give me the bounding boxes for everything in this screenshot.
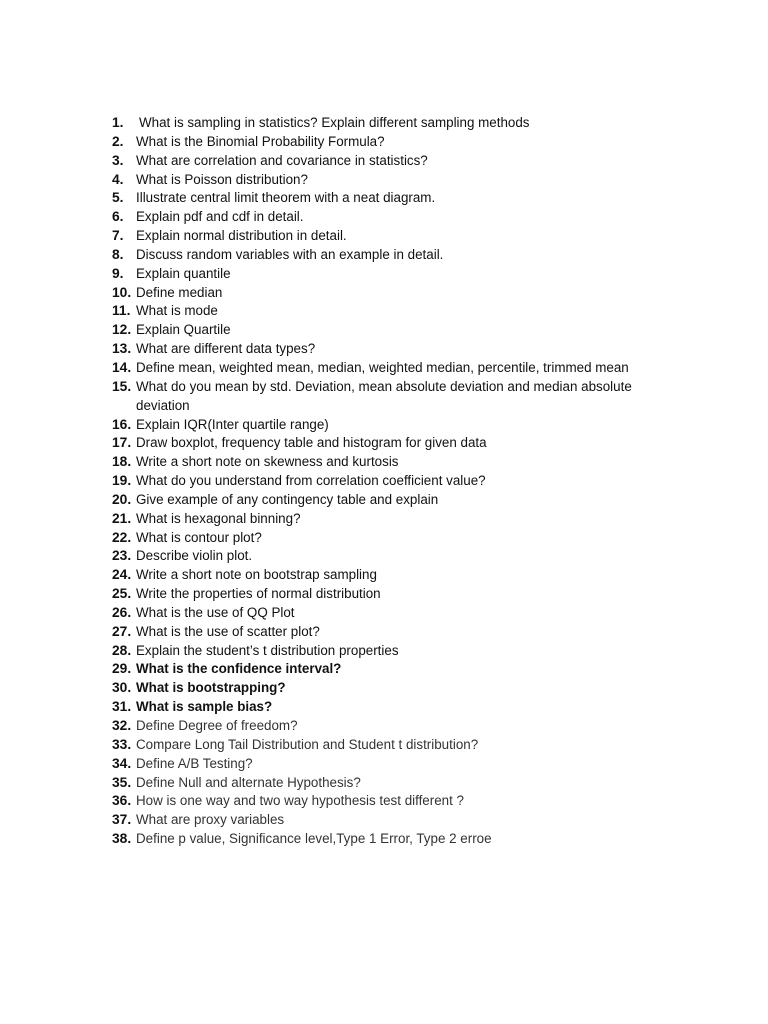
question-item-10 xyxy=(112,284,657,303)
question-number: 33. xyxy=(112,736,132,752)
question-text: Write a short note on skewness and kurtosis xyxy=(136,454,399,470)
question-text: What are different data types? xyxy=(136,341,316,357)
question-text: Explain pdf and cdf in detail. xyxy=(136,209,304,225)
question-text: What is sample bias? xyxy=(136,699,273,715)
question-item-16 xyxy=(112,416,657,435)
question-text: What is the use of QQ Plot xyxy=(136,604,295,620)
question-number: 26. xyxy=(112,604,132,620)
question-item-29 xyxy=(112,660,657,679)
question-number: 29. xyxy=(112,661,132,677)
question-item-14 xyxy=(112,359,657,378)
question-text: Draw boxplot, frequency table and histogram for given data xyxy=(136,435,487,451)
question-item-5 xyxy=(112,189,657,208)
question-item-11 xyxy=(112,302,657,321)
question-item-25 xyxy=(112,585,657,604)
question-number: 24. xyxy=(112,567,132,583)
question-item-22 xyxy=(112,529,657,548)
question-number: 15. xyxy=(112,378,132,394)
question-number: 14. xyxy=(112,359,132,375)
question-text: Explain the student’s t distribution properties xyxy=(136,642,399,658)
question-item-6 xyxy=(112,208,657,227)
question-number: 23. xyxy=(112,548,132,564)
question-item-34 xyxy=(112,755,657,774)
question-item-28 xyxy=(112,642,657,661)
question-text: What is Poisson distribution? xyxy=(136,171,308,187)
question-number: 11. xyxy=(112,303,131,319)
question-number: 30. xyxy=(112,680,132,696)
question-text: What is mode xyxy=(136,303,218,319)
question-number: 18. xyxy=(112,454,132,470)
question-item-7 xyxy=(112,227,657,246)
question-item-31 xyxy=(112,698,657,717)
question-text: What do you understand from correlation coefficient value? xyxy=(136,473,486,489)
question-text: Discuss random variables with an example in detail. xyxy=(136,246,444,262)
question-item-3 xyxy=(112,152,657,171)
question-number: 31. xyxy=(112,699,132,715)
question-item-27 xyxy=(112,623,657,642)
question-text: What do you mean by std. Deviation, mean absolute deviation and median absolute deviation xyxy=(136,378,632,413)
question-number: 1. xyxy=(112,115,124,130)
question-text: Explain Quartile xyxy=(136,322,231,338)
question-number: 21. xyxy=(112,510,132,526)
question-text: What is bootstrapping? xyxy=(136,680,286,696)
question-text: Explain normal distribution in detail. xyxy=(136,228,347,244)
question-text: Define mean, weighted mean, median, weighted median, percentile, trimmed mean xyxy=(136,359,629,375)
question-number: 17. xyxy=(112,435,132,451)
question-text: What is the Binomial Probability Formula? xyxy=(136,133,385,149)
question-item-19 xyxy=(112,472,657,491)
question-number: 35. xyxy=(112,774,132,790)
question-item-2 xyxy=(112,133,657,152)
question-text: What are proxy variables xyxy=(136,812,285,828)
question-list xyxy=(112,114,657,849)
question-item-37 xyxy=(112,811,657,830)
question-text: Give example of any contingency table and explain xyxy=(136,491,439,507)
question-number: 38. xyxy=(112,831,132,847)
question-text: Explain quantile xyxy=(136,265,231,281)
question-item-1 xyxy=(112,114,657,133)
question-text: What are correlation and covariance in statistics? xyxy=(136,152,428,168)
question-item-9 xyxy=(112,265,657,284)
question-item-8 xyxy=(112,246,657,265)
question-number: 37. xyxy=(112,812,132,828)
question-item-38 xyxy=(112,830,657,849)
question-item-4 xyxy=(112,171,657,190)
question-number: 32. xyxy=(112,718,132,733)
question-item-35 xyxy=(112,774,657,793)
question-item-23 xyxy=(112,547,657,566)
question-number: 25. xyxy=(112,586,132,602)
question-number: 12. xyxy=(112,322,132,338)
question-text: Describe violin plot. xyxy=(136,548,253,564)
question-item-18 xyxy=(112,453,657,472)
question-number: 22. xyxy=(112,529,132,545)
question-number: 13. xyxy=(112,341,132,357)
question-text: Define Null and alternate Hypothesis? xyxy=(136,774,361,790)
question-item-24 xyxy=(112,566,657,585)
question-item-21 xyxy=(112,510,657,529)
question-text: Define median xyxy=(136,284,223,300)
question-text: Define A/B Testing? xyxy=(136,755,253,771)
question-number: 20. xyxy=(112,491,132,507)
question-text: What is contour plot? xyxy=(136,529,262,545)
question-text: What is the use of scatter plot? xyxy=(136,623,320,639)
question-item-12 xyxy=(112,321,657,340)
question-text: Compare Long Tail Distribution and Student t distribution? xyxy=(136,736,479,752)
question-number: 34. xyxy=(112,755,132,771)
question-item-13 xyxy=(112,340,657,359)
question-number: 28. xyxy=(112,642,132,658)
question-text: What is sampling in statistics? Explain different sampling methods xyxy=(139,115,530,130)
question-number: 4. xyxy=(112,171,124,187)
question-number: 19. xyxy=(112,473,132,489)
question-text: What is hexagonal binning? xyxy=(136,510,301,526)
question-text: Define p value, Significance level,Type 1 Error, Type 2 erroe xyxy=(136,831,492,847)
question-number: 3. xyxy=(112,152,124,168)
question-number: 27. xyxy=(112,623,132,639)
question-text: Write the properties of normal distribution xyxy=(136,586,381,602)
question-item-20 xyxy=(112,491,657,510)
question-number: 16. xyxy=(112,416,132,432)
question-number: 2. xyxy=(112,133,124,149)
question-item-17 xyxy=(112,434,657,453)
question-number: 8. xyxy=(112,246,124,262)
question-text: Illustrate central limit theorem with a neat diagram. xyxy=(136,190,436,206)
question-number: 10. xyxy=(112,284,132,300)
question-number: 5. xyxy=(112,190,124,206)
question-text: Define Degree of freedom? xyxy=(136,718,298,733)
question-item-26 xyxy=(112,604,657,623)
question-text: Write a short note on bootstrap sampling xyxy=(136,567,377,583)
question-number: 36. xyxy=(112,793,132,809)
question-text: How is one way and two way hypothesis test different ? xyxy=(136,793,464,809)
question-item-36 xyxy=(112,792,657,811)
question-item-32 xyxy=(112,717,657,736)
question-item-30 xyxy=(112,679,657,698)
question-number: 9. xyxy=(112,265,124,281)
question-number: 7. xyxy=(112,228,124,244)
question-text: What is the confidence interval? xyxy=(136,661,342,677)
question-item-15 xyxy=(112,378,657,416)
question-item-33 xyxy=(112,736,657,755)
question-text: Explain IQR(Inter quartile range) xyxy=(136,416,329,432)
question-number: 6. xyxy=(112,209,124,225)
